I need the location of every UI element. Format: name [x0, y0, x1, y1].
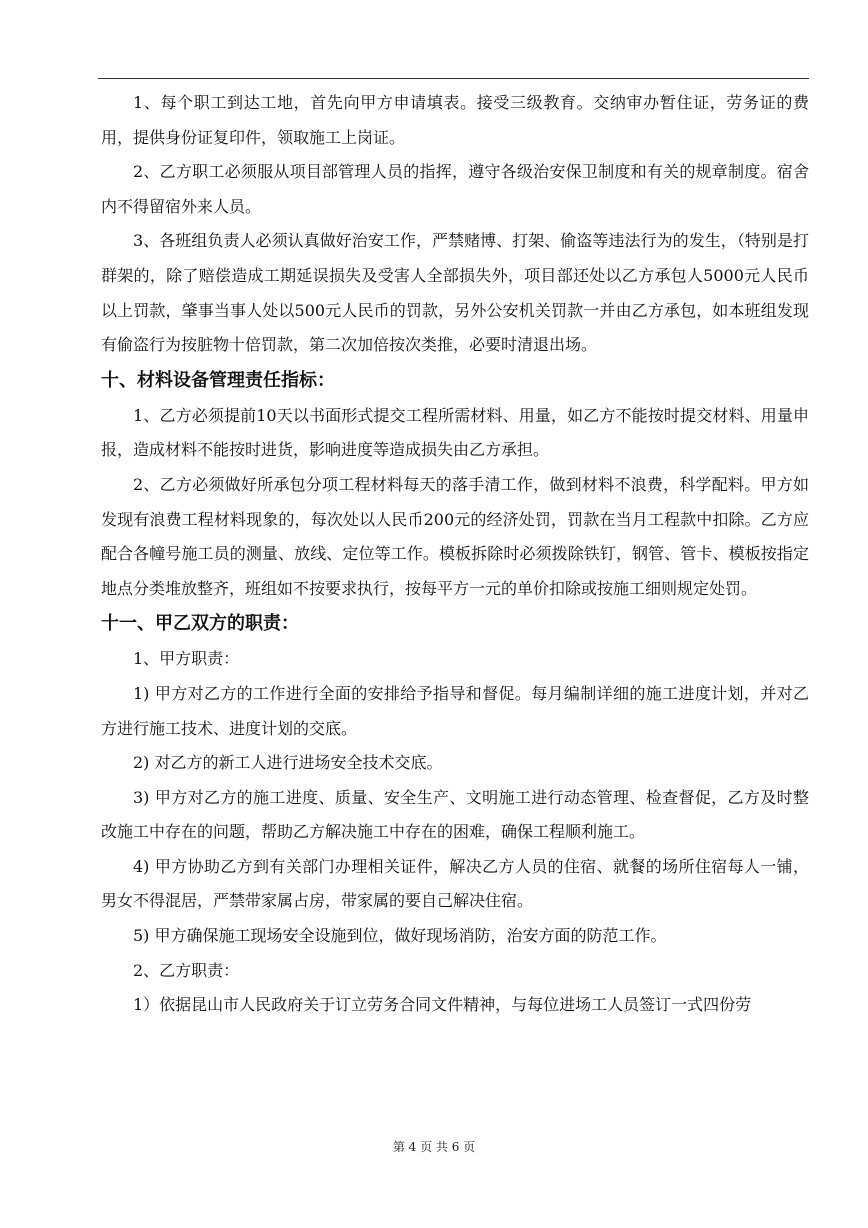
heading-section-11: 十一、甲乙双方的职责：: [101, 613, 299, 635]
para-party-a-duty-3: 3) 甲方对乙方的施工进度、质量、安全生产、文明施工进行动态管理、检查督促，乙方及时整改施工中存在的问题，帮助乙方解决施工中存在的困难，确保工程顺利施工。: [101, 787, 809, 842]
para-party-b-duty-1: 1）依据昆山市人民政府关于订立劳务合同文件精神，与每位进场工人员签订一式四份劳: [133, 995, 752, 1015]
para-party-a-duty-1: 1) 甲方对乙方的工作进行全面的安排给予指导和督促。每月编制详细的施工进度计划，并对乙方进行施工技术、进度计划的交底。: [101, 683, 809, 738]
page-number-footer: 第 4 页 共 6 页: [392, 1140, 476, 1154]
para-party-a-duty-5: 5) 甲方确保施工现场安全设施到位，做好现场消防，治安方面的防范工作。: [133, 926, 667, 946]
para-worker-registration: 1、每个职工到达工地，首先向甲方申请填表。接受三级教育。交纳审办暂住证，劳务证的费用，提供身份证复印件，领取施工上岗证。: [101, 93, 809, 147]
para-party-b-duties-title: 2、乙方职责：: [133, 960, 240, 980]
para-material-waste: 2、乙方必须做好所承包分项工程材料每天的落手清工作，做到材料不浪费，科学配料。甲方如发现有浪费工程材料现象的，每次处以人民币200元的经济处罚，罚款在当月工程款中扣除。乙方应配合各幢号施工员的测量、放线、定位等工作。模板拆除时必须拨除铁钉，钢管、管卡、模板按指定地点分类堆放整齐，班组如不按要求执行，按每平方一元的单价扣除或按施工细则规定处罚。: [101, 474, 809, 598]
para-material-request: 1、乙方必须提前10天以书面形式提交工程所需材料、用量，如乙方不能按时提交材料、用量申报，造成材料不能按时进货，影响进度等造成损失由乙方承担。: [101, 405, 809, 460]
para-obey-management: 2、乙方职工必须服从项目部管理人员的指挥，遵守各级治安保卫制度和有关的规章制度。宿舍内不得留宿外来人员。: [101, 162, 809, 216]
document-body: [101, 86, 809, 1023]
header-rule: [98, 78, 809, 79]
para-party-a-duty-4: 4) 甲方协助乙方到有关部门办理相关证件，解决乙方人员的住宿、就餐的场所住宿每人一铺，男女不得混居，严禁带家属占房，带家属的要自己解决住宿。: [101, 856, 809, 911]
para-party-a-duty-2: 2) 对乙方的新工人进行进场安全技术交底。: [133, 753, 443, 773]
para-team-leader-security: 3、各班组负责人必须认真做好治安工作，严禁赌博、打架、偷盗等违法行为的发生，（特别是打群架的，除了赔偿造成工期延误损失及受害人全部损失外，项目部还处以乙方承包人5000元人民币以上罚款，肇事当事人处以500元人民币的罚款，另外公安机关罚款一并由乙方承包，如本班组发现有偷盗行为按脏物十倍罚款，第二次加倍按次类推，必要时清退出场。: [101, 231, 809, 355]
para-party-a-duties-title: 1、甲方职责：: [133, 649, 240, 669]
heading-section-10: 十、材料设备管理责任指标：: [101, 369, 335, 391]
